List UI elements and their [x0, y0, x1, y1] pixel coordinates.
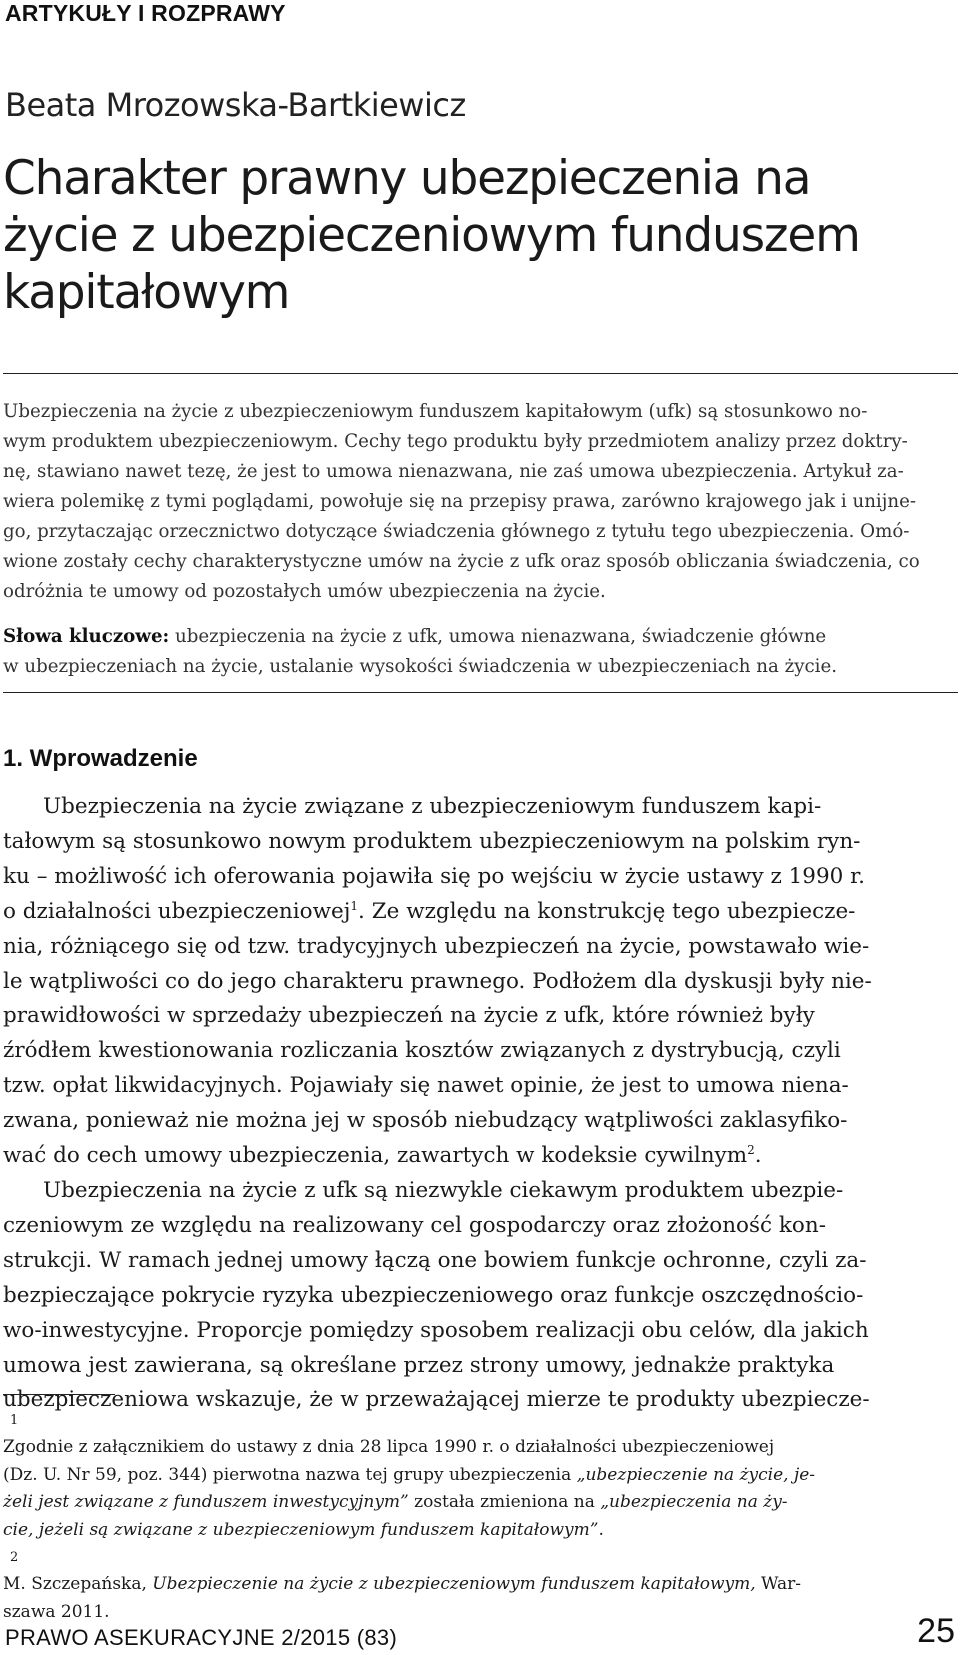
- footnote-line: [3, 1407, 958, 1462]
- body-text-fragment: wać do cech umowy ubezpieczenia, zawartych w kodeksie cywilnym: [3, 1143, 748, 1169]
- footnote-text: (Dz. U. Nr 59, poz. 344) pierwotna nazwa tej grupy ubezpieczenia: [3, 1464, 577, 1485]
- footnote-number: 2: [10, 1550, 19, 1566]
- footnote-divider-line: [3, 1394, 115, 1395]
- footnote-text: M. Szczepańska,: [3, 1574, 153, 1595]
- article-title: [3, 150, 943, 321]
- title-line: kapitałowym: [3, 265, 290, 320]
- body-line: umowa jest zawierana, są określane przez strony umowy, jednakże praktyka: [3, 1352, 835, 1378]
- author-name: Beata Mrozowska-Bartkiewicz: [5, 86, 466, 124]
- body-line: zwana, ponieważ nie można jej w sposób niebudzący wątpliwości zaklasyfiko-: [3, 1108, 848, 1134]
- body-line: le wątpliwości co do jego charakteru prawnego. Podłożem dla dyskusji były nie-: [3, 968, 872, 994]
- footnote-line: [3, 1517, 958, 1544]
- divider-top: [3, 373, 958, 374]
- footnote-italic: „ubezpieczenie na życie, je-: [576, 1464, 816, 1485]
- body-line: ku – możliwość ich oferowania pojawiła się po wejściu w życie ustawy z 1990 r.: [3, 863, 865, 889]
- abstract-line: go, przytaczając orzecznictwo dotyczące świadczenia głównego z tytułu tego ubezpieczenia. Omó-: [3, 521, 910, 542]
- abstract-line: wione zostały cechy charakterystyczne umów na życie z ufk oraz sposób obliczania świadczenia, co: [3, 551, 920, 572]
- abstract-line: Ubezpieczenia na życie z ubezpieczeniowym funduszem kapitałowym (ufk) są stosunkowo no-: [3, 401, 868, 422]
- keywords-label: Słowa kluczowe:: [3, 626, 170, 647]
- title-line: Charakter prawny ubezpieczenia na: [3, 151, 811, 206]
- body-line: czeniowym ze względu na realizowany cel gospodarczy oraz złożoność kon-: [3, 1212, 826, 1238]
- body-line: [3, 1139, 958, 1174]
- body-line: strukcji. W ramach jednej umowy łączą one bowiem funkcje ochronne, czyli za-: [3, 1247, 867, 1273]
- footnote-text: .: [598, 1519, 604, 1540]
- body-line: prawidłowości w sprzedaży ubezpieczeń na życie z ufk, które również były: [3, 1003, 815, 1029]
- footnote-italic: cie, jeżeli są związane z ubezpieczeniowym funduszem kapitałowym”: [3, 1519, 599, 1540]
- footnote-line: [3, 1544, 958, 1599]
- footnote-text: została zmieniona na: [408, 1492, 601, 1513]
- footnote-italic: Ubezpieczenie na życie z ubezpieczeniowym funduszem kapitałowym,: [152, 1574, 756, 1595]
- abstract-line: nę, stawiano nawet tezę, że jest to umowa nienazwana, nie zaś umowa ubezpieczenia. Artykuł za-: [3, 461, 904, 482]
- abstract-line: odróżnia te umowy od pozostałych umów ubezpieczenia na życie.: [3, 581, 606, 602]
- body-line: Ubezpieczenia na życie związane z ubezpieczeniowym funduszem kapi-: [43, 794, 822, 819]
- footnote-line: [3, 1489, 958, 1516]
- body-line: bezpieczające pokrycie ryzyka ubezpieczeniowego oraz funkcje oszczędnościo-: [3, 1282, 864, 1308]
- section-tag: ARTYKUŁY I ROZPRAWY: [5, 0, 286, 26]
- footnotes: [3, 1394, 958, 1626]
- keywords-line: w ubezpieczeniach na życie, ustalanie wysokości świadczenia w ubezpieczeniach na życie.: [3, 656, 838, 677]
- footnote-italic: żeli jest związane z funduszem inwestycyjnym”: [3, 1492, 409, 1513]
- footnote-text: Zgodnie z załącznikiem do ustawy z dnia 28 lipca 1990 r. o działalności ubezpieczeniowej: [3, 1437, 775, 1458]
- body-line: ubezpieczeniowa wskazuje, że w przeważającej mierze te produkty ubezpiecze-: [3, 1387, 870, 1413]
- journal-name: PRAWO ASEKURACYJNE 2/2015 (83): [5, 1625, 398, 1650]
- abstract-line: wym produktem ubezpieczeniowym. Cechy tego produktu były przedmiotem analizy przez doktry-: [3, 431, 908, 452]
- footnote-ref: 1: [350, 898, 359, 913]
- body-line: tałowym są stosunkowo nowym produktem ubezpieczeniowym na polskim ryn-: [3, 828, 861, 854]
- body-text-fragment: o działalności ubezpieczeniowej: [3, 898, 351, 924]
- footnote-text: War-: [755, 1574, 802, 1595]
- section-heading: 1. Wprowadzenie: [3, 745, 198, 772]
- footnote-line: [3, 1599, 958, 1626]
- body-text-fragment: .: [754, 1143, 762, 1169]
- footnote-ref: 2: [747, 1143, 755, 1158]
- footnote-text: szawa 2011.: [3, 1601, 110, 1622]
- divider-bottom: [3, 692, 958, 693]
- keywords-line: [3, 622, 958, 652]
- body-line: źródłem kwestionowania rozliczania kosztów związanych z dystrybucją, czyli: [3, 1038, 841, 1064]
- body-line: [3, 895, 958, 930]
- keywords-text: ubezpieczenia na życie z ufk, umowa nienazwana, świadczenie główne: [169, 626, 827, 647]
- page-number: 25: [917, 1612, 955, 1650]
- footnote-number: 1: [10, 1413, 19, 1428]
- body-text: [3, 790, 958, 1418]
- title-line: życie z ubezpieczeniowym funduszem: [3, 208, 860, 263]
- body-line: tzw. opłat likwidacyjnych. Pojawiały się nawet opinie, że jest to umowa niena-: [3, 1073, 849, 1099]
- footnote-line: [3, 1462, 958, 1489]
- footnote-italic: „ubezpieczenia na ży-: [600, 1492, 788, 1513]
- keywords: [3, 622, 958, 682]
- abstract: [3, 397, 958, 607]
- body-text-fragment: . Ze względu na konstrukcję tego ubezpiecze-: [358, 898, 856, 924]
- body-line: Ubezpieczenia na życie z ufk są niezwykle ciekawym produktem ubezpie-: [43, 1177, 844, 1203]
- body-line: wo-inwestycyjne. Proporcje pomiędzy sposobem realizacji obu celów, dla jakich: [3, 1317, 869, 1343]
- body-line: nia, różniącego się od tzw. tradycyjnych ubezpieczeń na życie, powstawało wie-: [3, 933, 870, 959]
- abstract-line: wiera polemikę z tymi poglądami, powołuje się na przepisy prawa, zarówno krajowego jak i unijne-: [3, 491, 917, 512]
